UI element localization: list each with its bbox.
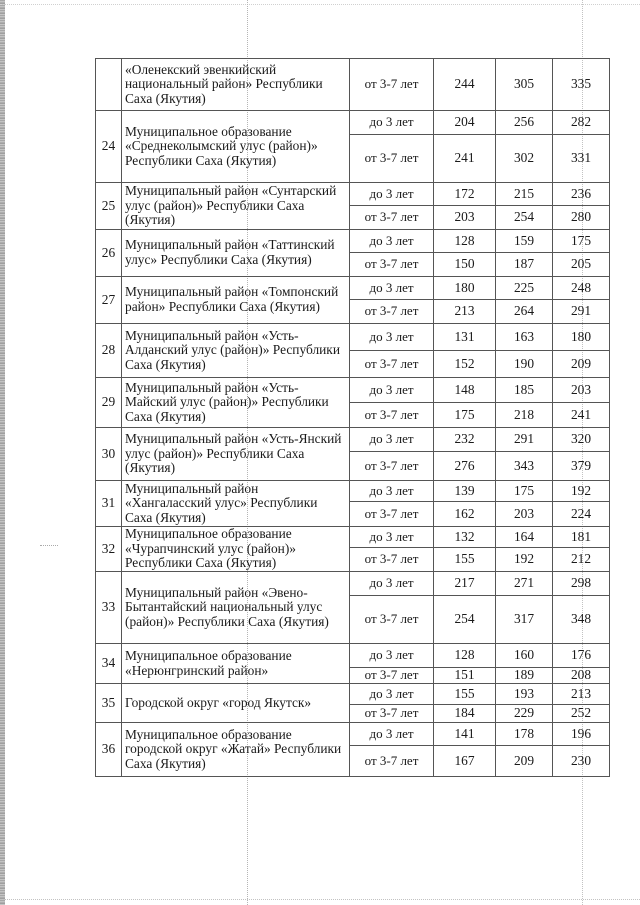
municipality-name: Муниципальный район «Усть-Алданский улус (район)» Республики Саха (Якутия) — [122, 324, 350, 378]
value-cell-2: 317 — [496, 596, 553, 644]
value-cell-1: 175 — [434, 403, 496, 428]
row-number: 33 — [96, 572, 122, 644]
table-row — [96, 59, 610, 111]
value-cell-2: 291 — [496, 428, 553, 452]
value-cell-2: 185 — [496, 378, 553, 403]
age-group: от 3-7 лет — [350, 253, 434, 277]
value-cell-2: 187 — [496, 253, 553, 277]
value-cell-2: 343 — [496, 452, 553, 481]
value-cell-3: 203 — [553, 378, 610, 403]
scan-fold-top — [0, 4, 640, 5]
value-cell-1: 232 — [434, 428, 496, 452]
value-cell-3: 335 — [553, 59, 610, 111]
age-group: от 3-7 лет — [350, 403, 434, 428]
value-cell-1: 152 — [434, 351, 496, 378]
value-cell-3: 213 — [553, 684, 610, 705]
value-cell-1: 141 — [434, 723, 496, 746]
value-cell-2: 192 — [496, 548, 553, 572]
value-cell-1: 132 — [434, 527, 496, 548]
value-cell-3: 291 — [553, 300, 610, 324]
municipality-name: Муниципальный район «Сунтарский улус (район)» Республики Саха (Якутия) — [122, 183, 350, 230]
municipality-name: Муниципальный район «Таттинский улус» Республики Саха (Якутия) — [122, 230, 350, 277]
age-group: до 3 лет — [350, 644, 434, 668]
value-cell-2: 256 — [496, 111, 553, 135]
value-cell-1: 128 — [434, 644, 496, 668]
municipality-name: Муниципальный район «Томпонский район» Республики Саха (Якутия) — [122, 277, 350, 324]
age-group: от 3-7 лет — [350, 135, 434, 183]
value-cell-1: 213 — [434, 300, 496, 324]
value-cell-3: 192 — [553, 481, 610, 502]
value-cell-3: 181 — [553, 527, 610, 548]
value-cell-1: 276 — [434, 452, 496, 481]
value-cell-3: 212 — [553, 548, 610, 572]
value-cell-1: 150 — [434, 253, 496, 277]
value-cell-1: 162 — [434, 502, 496, 527]
value-cell-2: 164 — [496, 527, 553, 548]
value-cell-3: 280 — [553, 206, 610, 230]
value-cell-2: 175 — [496, 481, 553, 502]
value-cell-3: 236 — [553, 183, 610, 206]
value-cell-2: 189 — [496, 668, 553, 684]
value-cell-2: 193 — [496, 684, 553, 705]
age-group: до 3 лет — [350, 324, 434, 351]
row-number: 24 — [96, 111, 122, 183]
municipality-name: «Оленекский эвенкийский национальный район» Республики Саха (Якутия) — [122, 59, 350, 111]
municipality-name: Муниципальный район «Хангаласский улус» Республики Саха (Якутия) — [122, 481, 350, 527]
value-cell-1: 151 — [434, 668, 496, 684]
value-cell-2: 215 — [496, 183, 553, 206]
value-cell-1: 180 — [434, 277, 496, 300]
value-cell-1: 131 — [434, 324, 496, 351]
value-cell-1: 155 — [434, 684, 496, 705]
scan-mark — [40, 545, 58, 546]
row-number: 26 — [96, 230, 122, 277]
value-cell-3: 298 — [553, 572, 610, 596]
age-group: от 3-7 лет — [350, 548, 434, 572]
value-cell-3: 180 — [553, 324, 610, 351]
value-cell-2: 305 — [496, 59, 553, 111]
value-cell-3: 230 — [553, 746, 610, 777]
value-cell-2: 203 — [496, 502, 553, 527]
age-group: от 3-7 лет — [350, 59, 434, 111]
age-group: до 3 лет — [350, 572, 434, 596]
value-cell-3: 241 — [553, 403, 610, 428]
age-group: от 3-7 лет — [350, 746, 434, 777]
age-group: до 3 лет — [350, 378, 434, 403]
tariff-table — [95, 58, 610, 777]
value-cell-3: 248 — [553, 277, 610, 300]
value-cell-3: 379 — [553, 452, 610, 481]
age-group: до 3 лет — [350, 481, 434, 502]
table-row — [96, 378, 610, 403]
value-cell-3: 331 — [553, 135, 610, 183]
table-row — [96, 324, 610, 351]
age-group: до 3 лет — [350, 428, 434, 452]
value-cell-1: 148 — [434, 378, 496, 403]
value-cell-1: 203 — [434, 206, 496, 230]
age-group: от 3-7 лет — [350, 668, 434, 684]
scan-edge — [0, 0, 5, 905]
value-cell-1: 172 — [434, 183, 496, 206]
age-group: от 3-7 лет — [350, 502, 434, 527]
row-number: 30 — [96, 428, 122, 481]
table-row — [96, 481, 610, 502]
value-cell-3: 320 — [553, 428, 610, 452]
value-cell-2: 163 — [496, 324, 553, 351]
value-cell-1: 167 — [434, 746, 496, 777]
value-cell-2: 254 — [496, 206, 553, 230]
table-row — [96, 428, 610, 452]
table-row — [96, 230, 610, 253]
value-cell-2: 218 — [496, 403, 553, 428]
age-group: от 3-7 лет — [350, 300, 434, 324]
table-row — [96, 684, 610, 705]
row-number: 32 — [96, 527, 122, 572]
table-row — [96, 183, 610, 206]
value-cell-1: 217 — [434, 572, 496, 596]
value-cell-3: 282 — [553, 111, 610, 135]
row-number: 28 — [96, 324, 122, 378]
value-cell-1: 139 — [434, 481, 496, 502]
row-number: 31 — [96, 481, 122, 527]
value-cell-2: 178 — [496, 723, 553, 746]
municipality-name: Муниципальное образование «Чурапчинский улус (район)» Республики Саха (Якутия) — [122, 527, 350, 572]
value-cell-2: 225 — [496, 277, 553, 300]
value-cell-1: 244 — [434, 59, 496, 111]
value-cell-2: 190 — [496, 351, 553, 378]
value-cell-1: 155 — [434, 548, 496, 572]
table-row — [96, 723, 610, 746]
table-row — [96, 111, 610, 135]
value-cell-2: 229 — [496, 705, 553, 723]
municipality-name: Городской округ «город Якутск» — [122, 684, 350, 723]
table-body — [96, 59, 610, 777]
value-cell-3: 175 — [553, 230, 610, 253]
age-group: до 3 лет — [350, 723, 434, 746]
age-group: до 3 лет — [350, 183, 434, 206]
value-cell-2: 159 — [496, 230, 553, 253]
value-cell-3: 348 — [553, 596, 610, 644]
value-cell-1: 184 — [434, 705, 496, 723]
table-row — [96, 527, 610, 548]
age-group: до 3 лет — [350, 230, 434, 253]
age-group: до 3 лет — [350, 527, 434, 548]
age-group: до 3 лет — [350, 684, 434, 705]
table-row — [96, 277, 610, 300]
value-cell-3: 209 — [553, 351, 610, 378]
value-cell-1: 128 — [434, 230, 496, 253]
value-cell-2: 271 — [496, 572, 553, 596]
municipality-name: Муниципальный район «Усть-Янский улус (район)» Республики Саха (Якутия) — [122, 428, 350, 481]
age-group: до 3 лет — [350, 111, 434, 135]
municipality-name: Муниципальный район «Усть-Майский улус (район)» Республики Саха (Якутия) — [122, 378, 350, 428]
municipality-name: Муниципальный район «Эвено-Бытантайский национальный улус (район)» Республики Саха (Якутия) — [122, 572, 350, 644]
value-cell-3: 208 — [553, 668, 610, 684]
value-cell-3: 196 — [553, 723, 610, 746]
municipality-name: Муниципальное образование «Нерюнгринский район» — [122, 644, 350, 684]
table-row — [96, 572, 610, 596]
value-cell-2: 209 — [496, 746, 553, 777]
value-cell-1: 204 — [434, 111, 496, 135]
age-group: от 3-7 лет — [350, 705, 434, 723]
table-row — [96, 644, 610, 668]
municipality-name: Муниципальное образование «Среднеколымский улус (район)» Республики Саха (Якутия) — [122, 111, 350, 183]
value-cell-3: 252 — [553, 705, 610, 723]
row-number — [96, 59, 122, 111]
age-group: от 3-7 лет — [350, 351, 434, 378]
value-cell-3: 224 — [553, 502, 610, 527]
row-number: 34 — [96, 644, 122, 684]
age-group: до 3 лет — [350, 277, 434, 300]
row-number: 35 — [96, 684, 122, 723]
municipality-name: Муниципальное образование городской округ «Жатай» Республики Саха (Якутия) — [122, 723, 350, 777]
value-cell-2: 302 — [496, 135, 553, 183]
value-cell-1: 241 — [434, 135, 496, 183]
age-group: от 3-7 лет — [350, 206, 434, 230]
value-cell-3: 205 — [553, 253, 610, 277]
row-number: 36 — [96, 723, 122, 777]
age-group: от 3-7 лет — [350, 596, 434, 644]
value-cell-1: 254 — [434, 596, 496, 644]
row-number: 25 — [96, 183, 122, 230]
value-cell-2: 264 — [496, 300, 553, 324]
row-number: 29 — [96, 378, 122, 428]
age-group: от 3-7 лет — [350, 452, 434, 481]
value-cell-2: 160 — [496, 644, 553, 668]
row-number: 27 — [96, 277, 122, 324]
value-cell-3: 176 — [553, 644, 610, 668]
scan-fold-bottom — [0, 899, 640, 900]
